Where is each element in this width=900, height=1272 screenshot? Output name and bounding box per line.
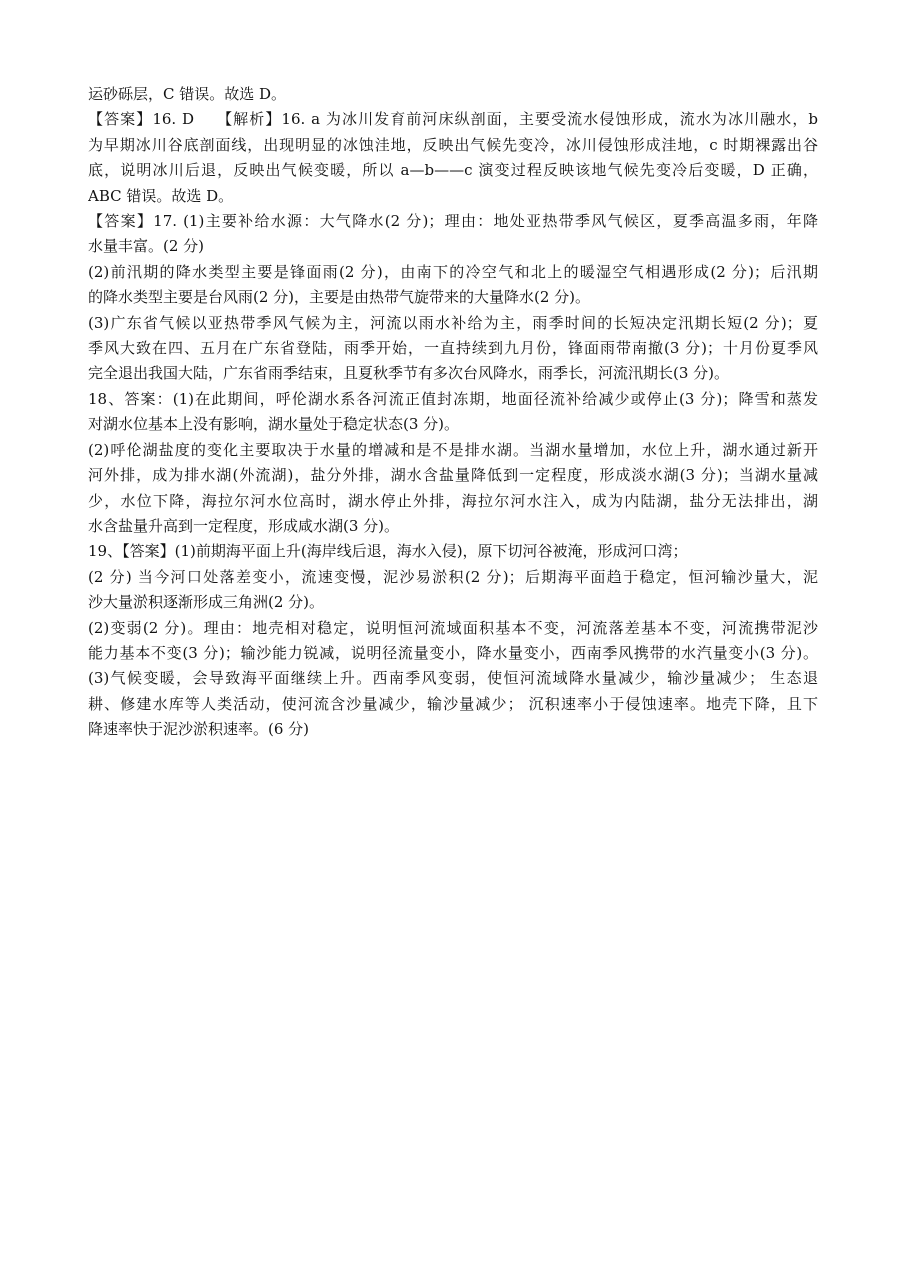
text-line: 为早期冰川谷底剖面线，出现明显的冰蚀洼地，反映出气候先变冷，冰川侵蚀形成洼地，c 时期裸露出谷 [88,135,818,154]
text-line: 少，水位下降，海拉尔河水位高时，湖水停止外排，海拉尔河水注入，成为内陆湖，盐分无法排出，湖 [88,491,818,510]
text-line: ABC 错误。故选 D。 [88,186,234,205]
text-line: 运砂砾层，C 错误。故选 D。 [88,85,287,103]
text-line: (2)前汛期的降水类型主要是锋面雨(2 分)，由南下的冷空气和北上的暖湿空气相遇形成(2 分)；后汛期 [88,262,818,281]
text-line: 的降水类型主要是台风雨(2 分)，主要是由热带气旋带来的大量降水(2 分)。 [88,288,591,307]
answer-text-body [88,82,818,743]
text-line: 沙大量淤积逐渐形成三角洲(2 分)。 [88,593,325,612]
text-line: 河外排，成为排水湖(外流湖)，盐分外排，湖水含盐量降低到一定程度，形成淡水湖(3 分)；当湖水量减 [88,466,818,485]
text-line: 耕、修建水库等人类活动，使河流含沙量减少，输沙量减少； 沉积速率小于侵蚀速率。地壳下降，且下 [88,694,818,713]
text-line: (3)广东省气候以亚热带季风气候为主，河流以雨水补给为主，雨季时间的长短决定汛期长短(2 分)；夏 [88,313,818,332]
text-line: (2 分) 当今河口处落差变小，流速变慢，泥沙易淤积(2 分)；后期海平面趋于稳定，恒河输沙量大，泥 [88,567,818,586]
text-line: 水量丰富。(2 分) [88,237,205,256]
text-line: 【答案】16. D 【解析】16. a 为冰川发育前河床纵剖面，主要受流水侵蚀形成，流水为冰川融水，b [88,110,818,129]
text-line: 完全退出我国大陆，广东省雨季结束，且夏秋季节有多次台风降水，雨季长，河流汛期长(3 分)。 [88,364,730,383]
text-line: 19、【答案】(1)前期海平面上升(海岸线后退，海水入侵)，原下切河谷被淹，形成河口湾； [88,542,688,561]
text-line: (2)呼伦湖盐度的变化主要取决于水量的增减和是不是排水湖。当湖水量增加，水位上升，湖水通过新开 [88,440,818,459]
text-line: 季风大致在四、五月在广东省登陆，雨季开始，一直持续到九月份，锋面雨带南撤(3 分)；十月份夏季风 [88,339,818,358]
text-line: 底，说明冰川后退，反映出气候变暖，所以 a—b——c 演变过程反映该地气候先变冷后变暖，D 正确， [88,161,818,180]
text-line: 对湖水位基本上没有影响，湖水量处于稳定状态(3 分)。 [88,415,460,434]
text-line: 能力基本不变(3 分)；输沙能力锐减，说明径流量变小，降水量变小，西南季风携带的水汽量变小(3 分)。 [88,643,818,662]
text-line: 水含盐量升高到一定程度，形成咸水湖(3 分)。 [88,516,400,535]
text-line: (3)气候变暖，会导致海平面继续上升。西南季风变弱，使恒河流域降水量减少，输沙量减少； 生态退 [88,669,818,688]
text-line: 【答案】17. (1)主要补给水源：大气降水(2 分)；理由：地处亚热带季风气候区，夏季高温多雨，年降 [88,212,818,231]
text-line: 降速率快于泥沙淤积速率。(6 分) [88,720,310,739]
text-line: 18、答案：(1)在此期间，呼伦湖水系各河流正值封冻期，地面径流补给减少或停止(3 分)；降雪和蒸发 [88,389,818,408]
text-line: (2)变弱(2 分)。理由：地壳相对稳定，说明恒河流域面积基本不变，河流落差基本不变，河流携带泥沙 [88,618,818,637]
